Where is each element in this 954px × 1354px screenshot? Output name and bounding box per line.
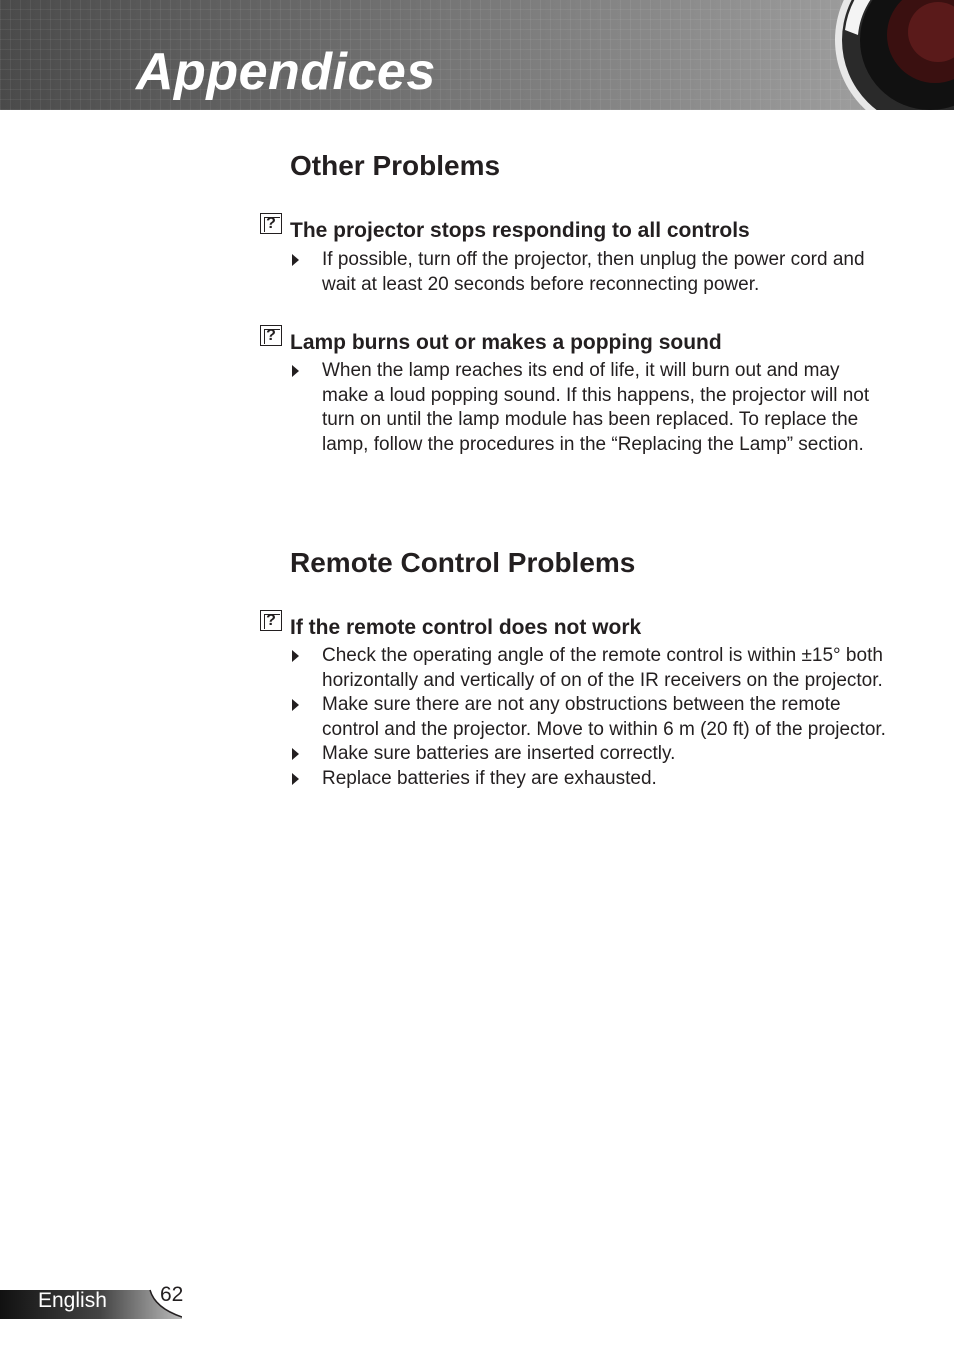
projector-lens-icon [800, 0, 954, 110]
issue-heading: Lamp burns out or makes a popping sound [290, 331, 722, 354]
footer-language: English [38, 1289, 107, 1312]
question-mark-icon: ? [260, 213, 282, 234]
list-item: Make sure there are not any obstructions between the remote control and the projector. Move to within 6 m (20 ft) of the projector. [290, 693, 890, 742]
triangle-bullet-icon [292, 650, 299, 662]
section-title-other-problems: Other Problems [290, 150, 501, 181]
bullet-list [290, 248, 890, 297]
list-item: Make sure batteries are inserted correctly. [290, 742, 890, 767]
issue-heading: If the remote control does not work [290, 616, 642, 639]
triangle-bullet-icon [292, 365, 299, 377]
page-title: Appendices [136, 43, 436, 101]
section-title-remote-control-problems: Remote Control Problems [290, 547, 636, 578]
page-number: 62 [160, 1283, 184, 1306]
bullet-list [290, 644, 890, 791]
triangle-bullet-icon [292, 748, 299, 760]
triangle-bullet-icon [292, 699, 299, 711]
bullet-list [290, 359, 890, 457]
list-item: If possible, turn off the projector, then unplug the power cord and wait at least 20 seconds before reconnecting power. [290, 248, 890, 297]
list-item: Replace batteries if they are exhausted. [290, 767, 890, 792]
list-item: When the lamp reaches its end of life, it will burn out and may make a loud popping sound. If this happens, the projector will not turn on until the lamp module has been replaced. To replace the lamp, follow the procedures in the “Replacing the Lamp” section. [290, 359, 890, 457]
question-mark-icon: ? [260, 325, 282, 346]
list-item: Check the operating angle of the remote control is within ±15° both horizontally and vertically of on of the IR receivers on the projector. [290, 644, 890, 693]
triangle-bullet-icon [292, 773, 299, 785]
question-mark-icon: ? [260, 610, 282, 631]
triangle-bullet-icon [292, 254, 299, 266]
page-header [0, 0, 954, 110]
issue-heading: The projector stops responding to all controls [290, 219, 750, 242]
